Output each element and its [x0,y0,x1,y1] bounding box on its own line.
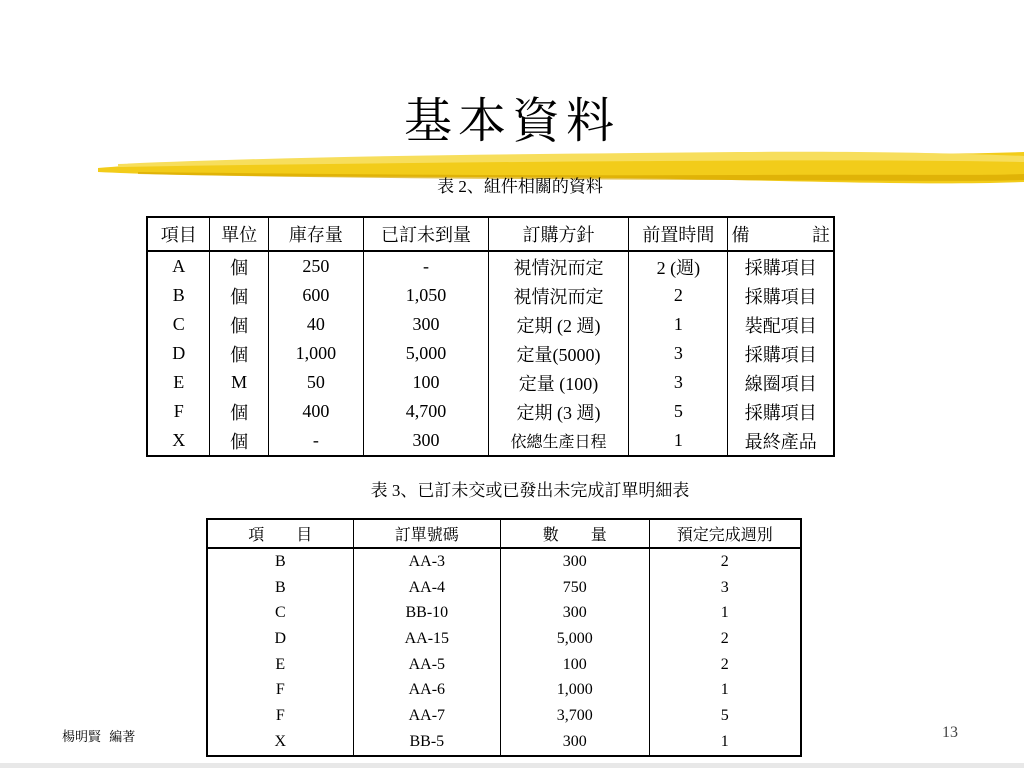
cell: 個 [210,310,268,339]
author-credit: 楊明賢 編著 [62,730,136,745]
header-lead-time: 前置時間 [629,217,728,251]
header-order-policy: 訂購方針 [488,217,628,251]
cell: 3,700 [501,703,649,729]
header-remarks: 備 註 [728,217,834,251]
cell: 300 [364,426,489,456]
cell: 定期 (2 週) [488,310,628,339]
cell: 1 [649,729,801,756]
cell: 採購項目 [728,281,834,310]
cell: A [147,251,210,281]
cell: 400 [268,397,363,426]
header-quantity: 數 量 [501,519,649,548]
cell: 5,000 [501,626,649,652]
cell: E [147,368,210,397]
cell: M [210,368,268,397]
cell: 1,000 [501,677,649,703]
header-item: 項目 [147,217,210,251]
cell: 1 [629,426,728,456]
cell: AA-5 [353,652,501,678]
cell: 線圈項目 [728,368,834,397]
cell: F [207,703,353,729]
header-item: 項 目 [207,519,353,548]
cell: 視情況而定 [488,251,628,281]
table-row [147,397,834,426]
cell: 個 [210,426,268,456]
cell: X [147,426,210,456]
table-row [207,652,801,678]
cell: AA-15 [353,626,501,652]
cell: - [268,426,363,456]
cell: X [207,729,353,756]
table-row [207,575,801,601]
cell: 5 [629,397,728,426]
cell: 2 [649,626,801,652]
cell: AA-4 [353,575,501,601]
header-on-order: 已訂未到量 [364,217,489,251]
header-inventory: 庫存量 [268,217,363,251]
cell: 100 [501,652,649,678]
cell: 300 [364,310,489,339]
table2-header-row [207,519,801,548]
cell: 3 [629,339,728,368]
slide-title: 基本資料 [403,93,620,149]
cell: 採購項目 [728,397,834,426]
cell: 個 [210,339,268,368]
header-due-week: 預定完成週別 [649,519,801,548]
cell: 1 [629,310,728,339]
cell: 1,000 [268,339,363,368]
cell: D [207,626,353,652]
cell: 250 [268,251,363,281]
cell: 300 [501,548,649,575]
cell: 2 [649,548,801,575]
cell: 300 [501,729,649,756]
cell: B [147,281,210,310]
table1-header-row [147,217,834,251]
cell: 1 [649,600,801,626]
cell: 個 [210,251,268,281]
cell: C [147,310,210,339]
cell: 個 [210,397,268,426]
header-unit: 單位 [210,217,268,251]
cell: 採購項目 [728,339,834,368]
page-number: 13 [942,724,958,741]
open-orders-table [206,518,802,757]
cell: AA-7 [353,703,501,729]
table-row [147,310,834,339]
cell: 5 [649,703,801,729]
header-order-number: 訂單號碼 [353,519,501,548]
table-row [207,548,801,575]
cell: 5,000 [364,339,489,368]
cell: 100 [364,368,489,397]
table-row [207,626,801,652]
cell: F [147,397,210,426]
cell: B [207,575,353,601]
cell: C [207,600,353,626]
cell: 定量(5000) [488,339,628,368]
table-row [207,703,801,729]
cell: D [147,339,210,368]
cell: 750 [501,575,649,601]
cell: - [364,251,489,281]
cell: 40 [268,310,363,339]
component-data-table [146,216,835,457]
cell: AA-6 [353,677,501,703]
cell: 300 [501,600,649,626]
cell: 裝配項目 [728,310,834,339]
cell: AA-3 [353,548,501,575]
table-row [207,677,801,703]
cell: 2 [649,652,801,678]
cell: 最終產品 [728,426,834,456]
cell: 依總生產日程 [488,426,628,456]
cell: 1 [649,677,801,703]
cell: 50 [268,368,363,397]
cell: 600 [268,281,363,310]
cell: 定期 (3 週) [488,397,628,426]
cell: 2 (週) [629,251,728,281]
cell: F [207,677,353,703]
table-row [207,729,801,756]
cell: B [207,548,353,575]
cell: BB-5 [353,729,501,756]
table2-caption: 表 3、已訂未交或已發出未完成訂單明細表 [370,481,690,500]
cell: 3 [629,368,728,397]
table-row [207,600,801,626]
cell: BB-10 [353,600,501,626]
table-row [147,251,834,281]
cell: 3 [649,575,801,601]
cell: 定量 (100) [488,368,628,397]
cell: 2 [629,281,728,310]
cell: 個 [210,281,268,310]
cell: E [207,652,353,678]
table-row [147,339,834,368]
table1-caption: 表 2、組件相關的資料 [437,177,603,196]
cell: 採購項目 [728,251,834,281]
bottom-strip [0,763,1024,768]
table-row [147,368,834,397]
table-row [147,281,834,310]
table-row [147,426,834,456]
cell: 視情況而定 [488,281,628,310]
cell: 1,050 [364,281,489,310]
cell: 4,700 [364,397,489,426]
